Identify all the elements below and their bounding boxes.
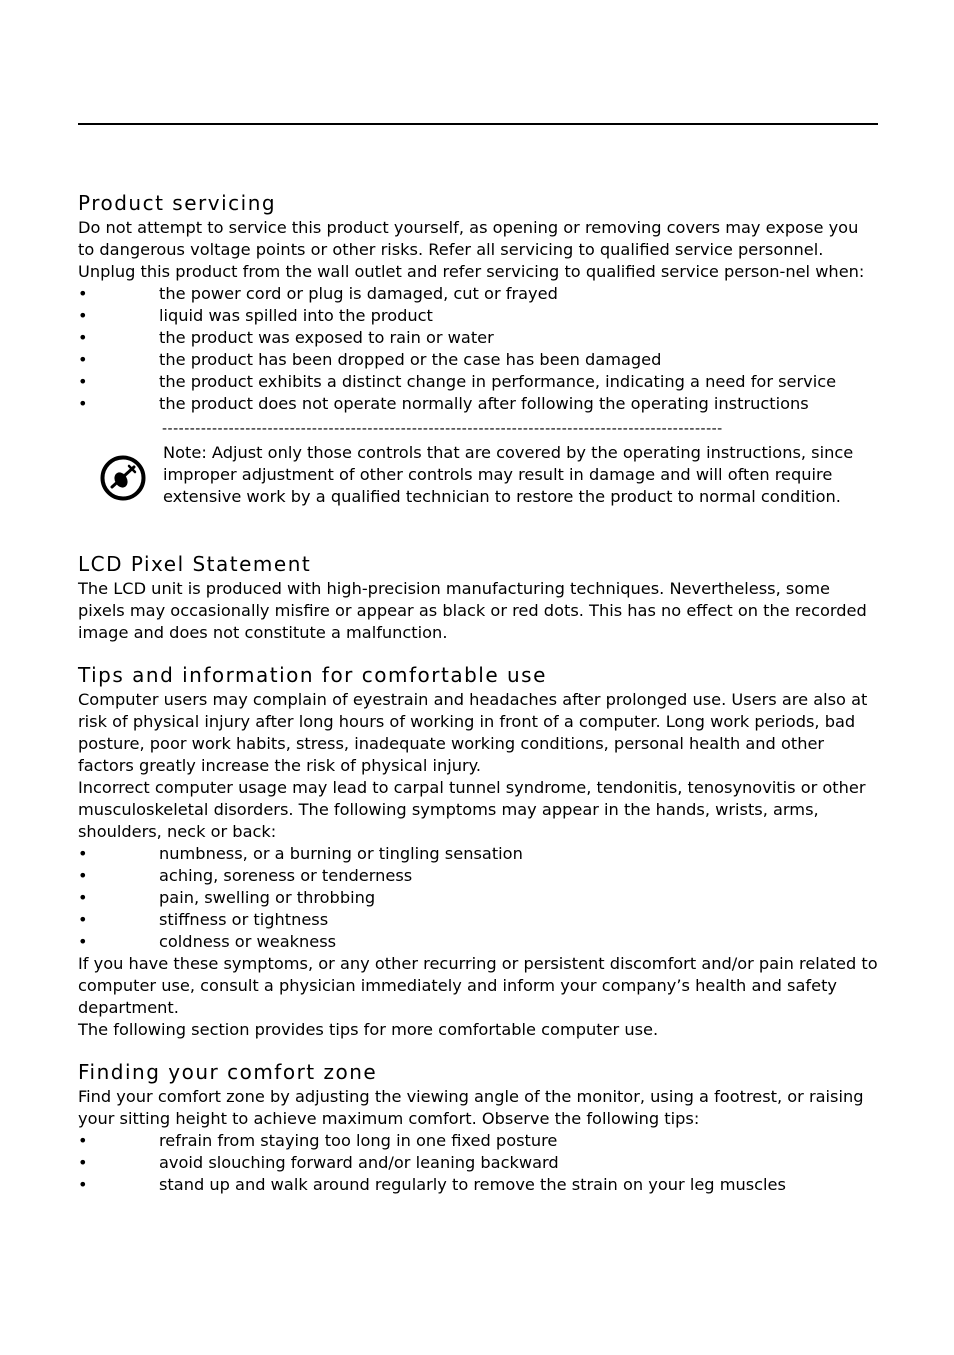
section-comfort-zone	[78, 1058, 878, 1196]
paragraph: Find your comfort zone by adjusting the viewing angle of the monitor, using a footrest, or raising your sitting height to achieve maximum comfort. Observe the following tips:	[78, 1087, 864, 1128]
section-heading: Finding your comfort zone	[78, 1060, 378, 1084]
list-item	[78, 327, 878, 349]
list-item	[78, 283, 878, 305]
list-item	[78, 865, 878, 887]
list-item-text: the power cord or plug is damaged, cut or frayed	[159, 284, 558, 303]
list-item-text: numbness, or a burning or tingling sensation	[159, 844, 523, 863]
note-icon	[100, 455, 146, 501]
paragraph: Unplug this product from the wall outlet and refer servicing to qualified service person-nel when:	[78, 262, 865, 281]
list-item	[78, 931, 878, 953]
list-item-text: avoid slouching forward and/or leaning backward	[159, 1153, 559, 1172]
note-dashed-divider: -----------------------------------------------------------------------------------------------------	[162, 422, 723, 436]
list-item-text: the product was exposed to rain or water	[159, 328, 494, 347]
list-item	[78, 887, 878, 909]
list-item	[78, 305, 878, 327]
paragraph: The following section provides tips for more comfortable computer use.	[78, 1020, 659, 1039]
bullet-glyph: •	[78, 350, 88, 369]
bullet-glyph: •	[78, 372, 88, 391]
section-heading: Tips and information for comfortable use	[78, 663, 547, 687]
list-item	[78, 1174, 878, 1196]
list-item-text: stiffness or tightness	[159, 910, 329, 929]
bullet-glyph: •	[78, 284, 88, 303]
list-item-text: the product exhibits a distinct change in performance, indicating a need for service	[159, 372, 837, 391]
section-heading: LCD Pixel Statement	[78, 552, 312, 576]
bullet-glyph: •	[78, 910, 88, 929]
top-divider	[78, 123, 878, 125]
section-heading: Product servicing	[78, 191, 277, 215]
section-lcd-pixel	[78, 550, 878, 644]
bullet-list	[78, 843, 878, 953]
list-item-text: refrain from staying too long in one fixed posture	[159, 1131, 558, 1150]
list-item	[78, 393, 878, 415]
bullet-glyph: •	[78, 1131, 88, 1150]
list-item-text: coldness or weakness	[159, 932, 337, 951]
list-item	[78, 1130, 878, 1152]
section-comfortable-use	[78, 661, 878, 1041]
bullet-glyph: •	[78, 888, 88, 907]
bullet-glyph: •	[78, 932, 88, 951]
list-item	[78, 909, 878, 931]
list-item-text: pain, swelling or throbbing	[159, 888, 376, 907]
list-item	[78, 371, 878, 393]
paragraph: Computer users may complain of eyestrain and headaches after prolonged use. Users are also at risk of physical injury after long hours of working in front of a computer. Long work periods, bad posture, poor work habits, stress, inadequate working conditions, personal health and other factors greatly increase the risk of physical injury.	[78, 690, 868, 775]
note-text: Note: Adjust only those controls that are covered by the operating instructions, since improper adjustment of other controls may result in damage and will often require extensive work by a qualified technician to restore the product to normal condition.	[163, 443, 854, 506]
spacer	[78, 1041, 878, 1058]
spacer	[78, 644, 878, 661]
paragraph: The LCD unit is produced with high-precision manufacturing techniques. Nevertheless, some pixels may occasionally misfire or appear as black or red dots. This has no effect on the recorded image and does not constitute a malfunction.	[78, 579, 867, 642]
list-item	[78, 843, 878, 865]
bullet-list	[78, 1130, 878, 1196]
bullet-glyph: •	[78, 328, 88, 347]
list-item-text: stand up and walk around regularly to remove the strain on your leg muscles	[159, 1175, 786, 1194]
bullet-glyph: •	[78, 394, 88, 413]
bullet-glyph: •	[78, 1175, 88, 1194]
bullet-glyph: •	[78, 306, 88, 325]
bullet-glyph: •	[78, 844, 88, 863]
section-product-servicing	[78, 189, 878, 415]
bullet-glyph: •	[78, 1153, 88, 1172]
list-item-text: the product has been dropped or the case has been damaged	[159, 350, 662, 369]
note-box	[78, 422, 878, 550]
list-item-text: liquid was spilled into the product	[159, 306, 433, 325]
list-item-text: the product does not operate normally after following the operating instructions	[159, 394, 809, 413]
paragraph: Incorrect computer usage may lead to carpal tunnel syndrome, tendonitis, tenosynovitis or other musculoskeletal disorders. The following symptoms may appear in the hands, wrists, arms, shoulders, neck or back:	[78, 778, 866, 841]
bullet-list	[78, 283, 878, 415]
list-item	[78, 1152, 878, 1174]
document-body	[78, 189, 878, 1196]
bullet-glyph: •	[78, 866, 88, 885]
list-item-text: aching, soreness or tenderness	[159, 866, 413, 885]
paragraph: Do not attempt to service this product yourself, as opening or removing covers may expose you to dangerous voltage points or other risks. Refer all servicing to qualified service personnel.	[78, 218, 859, 259]
list-item	[78, 349, 878, 371]
paragraph: If you have these symptoms, or any other recurring or persistent discomfort and/or pain related to computer use, consult a physician immediately and inform your company’s health and safety department.	[78, 954, 878, 1017]
